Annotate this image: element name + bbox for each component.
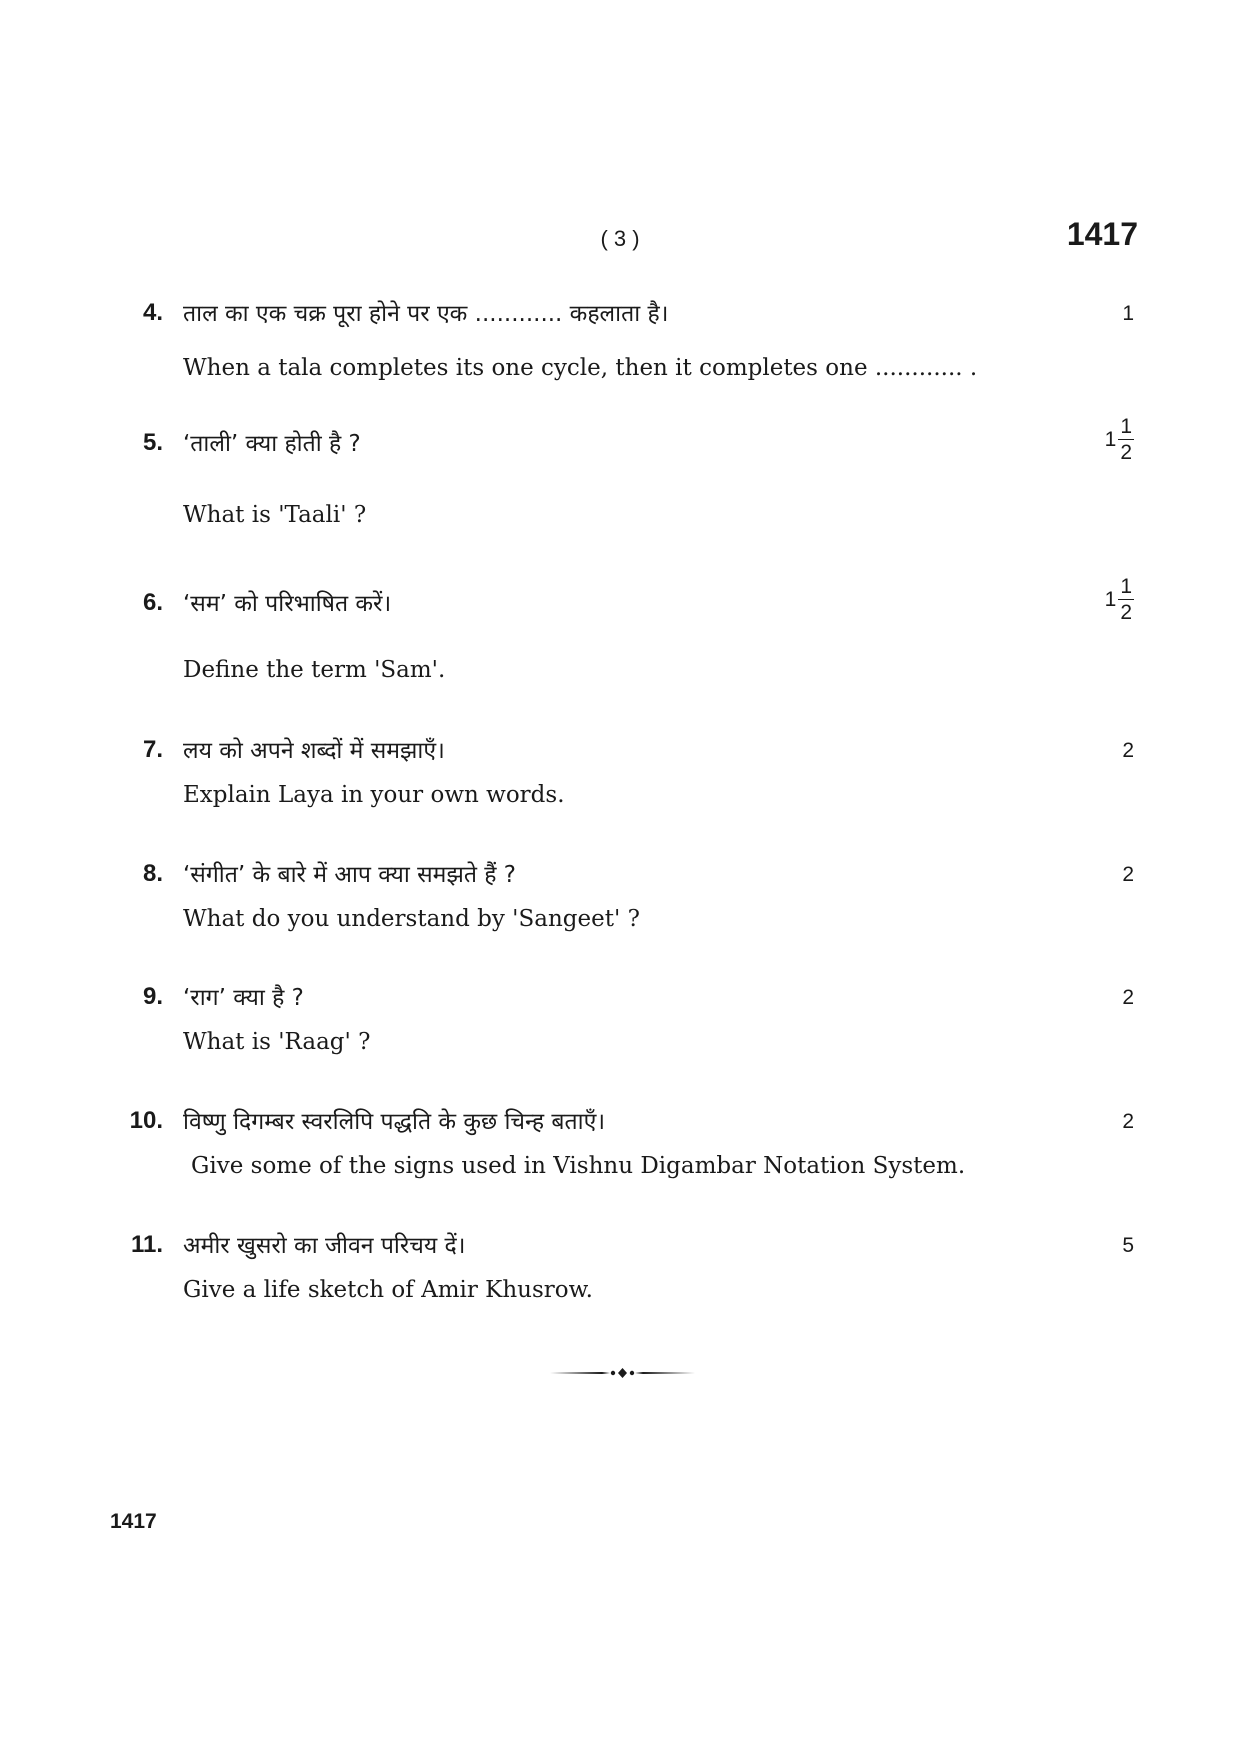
question-english: Give some of the signs used in Vishnu Digambar Notation System. bbox=[191, 1153, 966, 1179]
question-english: What is 'Raag' ? bbox=[183, 1029, 371, 1055]
question-hindi: विष्णु दिगम्बर स्वरलिपि पद्धति के कुछ चिन्ह बताएँ। bbox=[183, 1109, 606, 1135]
question-marks: 2 bbox=[1122, 1110, 1134, 1133]
question-number: 6. bbox=[142, 589, 163, 616]
question-hindi: ‘सम’ को परिभाषित करें। bbox=[183, 591, 392, 617]
question-marks: 2 bbox=[1122, 739, 1134, 762]
question-marks: 2 bbox=[1122, 986, 1134, 1009]
marks-whole: 1 bbox=[1104, 427, 1117, 451]
marks-whole: 1 bbox=[1104, 587, 1117, 611]
paper-code-header: 1417 bbox=[1066, 216, 1138, 252]
marks-numerator: 1 bbox=[1120, 415, 1132, 438]
question-number: 4. bbox=[142, 299, 163, 326]
marks-denominator: 2 bbox=[1120, 441, 1132, 464]
page-number: ( 3 ) bbox=[600, 226, 640, 251]
question-english: Explain Laya in your own words. bbox=[183, 782, 565, 808]
question-hindi: ‘संगीत’ के बारे में आप क्या समझते हैं ? bbox=[183, 862, 516, 888]
question-number: 9. bbox=[142, 983, 163, 1010]
question-marks: 5 bbox=[1122, 1234, 1134, 1257]
question-english: What do you understand by 'Sangeet' ? bbox=[183, 906, 640, 932]
question-hindi: अमीर खुसरो का जीवन परिचय दें। bbox=[183, 1233, 466, 1259]
question-english: When a tala completes its one cycle, then it completes one ............ . bbox=[183, 355, 978, 381]
question-marks bbox=[1105, 576, 1134, 623]
question-marks: 2 bbox=[1122, 863, 1134, 886]
question-number: 8. bbox=[142, 860, 163, 887]
question-number: 7. bbox=[142, 736, 163, 763]
question-english: Give a life sketch of Amir Khusrow. bbox=[183, 1277, 593, 1303]
question-number: 5. bbox=[142, 429, 163, 456]
question-number: 11. bbox=[130, 1231, 163, 1258]
question-number: 10. bbox=[129, 1107, 163, 1134]
marks-fraction bbox=[1118, 576, 1134, 623]
marks-denominator: 2 bbox=[1120, 601, 1132, 624]
paper-code-footer: 1417 bbox=[110, 1510, 157, 1533]
marks-numerator: 1 bbox=[1120, 575, 1132, 598]
question-marks bbox=[1105, 416, 1134, 463]
question-hindi: ताल का एक चक्र पूरा होने पर एक ............ कहलाता है। bbox=[183, 301, 669, 327]
end-ornament bbox=[550, 1366, 695, 1385]
question-hindi: लय को अपने शब्दों में समझाएँ। bbox=[183, 738, 445, 764]
marks-fraction bbox=[1118, 416, 1134, 463]
question-english: What is 'Taali' ? bbox=[183, 502, 367, 528]
question-hindi: ‘ताली’ क्या होती है ? bbox=[183, 431, 361, 457]
question-english: Define the term 'Sam'. bbox=[183, 657, 446, 683]
question-marks: 1 bbox=[1122, 302, 1134, 325]
question-hindi: ‘राग’ क्या है ? bbox=[183, 985, 304, 1011]
